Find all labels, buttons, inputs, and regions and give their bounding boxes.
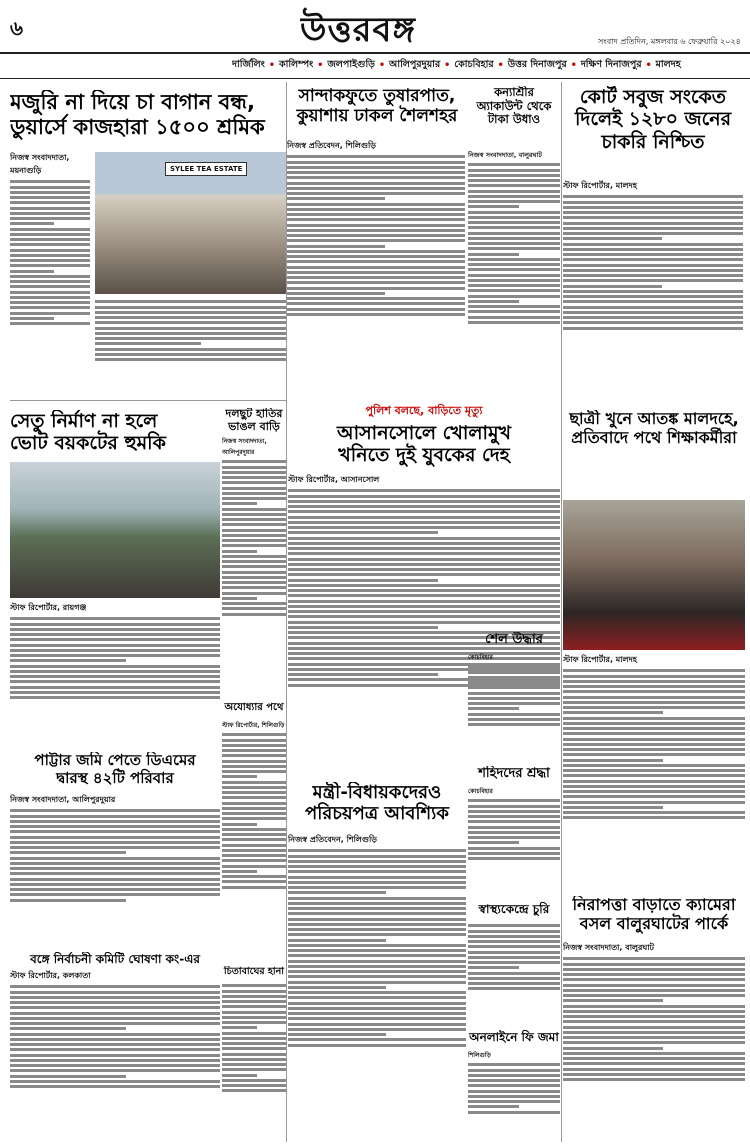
bridge-body <box>10 617 220 699</box>
tea-byline: নিজস্ব সংবাদদাতা, ময়নাগুড়ি <box>10 153 70 175</box>
nav-item[interactable]: কালিম্পং <box>278 58 314 70</box>
camera-byline: নিজস্ব সংবাদদাতা, বালুরঘাট <box>563 943 655 952</box>
online-headline: অনলাইনে ফি জমা <box>469 1030 559 1044</box>
nav-item[interactable]: কোচবিহার <box>454 58 494 70</box>
court-headline: কোর্ট সবুজ সংকেত দিলেই ১২৮০ জনের চাকরি নিশ্চিত <box>574 86 732 153</box>
minister-body <box>288 849 466 1046</box>
online-text <box>468 1050 560 1140</box>
court-text <box>563 180 743 390</box>
page-number: ৬ <box>10 16 24 40</box>
court-byline: স্টাফ রিপোর্টার, মালদহ <box>563 181 637 190</box>
camera-headline: নিরাপত্তা বাড়াতে ক্যামেরা বসল বালুরঘাটের পার্কে <box>572 896 736 933</box>
minister-headline: মন্ত্রী-বিধায়কদেরও পরিচয়পত্র আবশ্যিক <box>305 782 449 825</box>
snow-headline: সান্দাকফুতে তুষারপাত, কুয়াশায় ঢাকল শৈলশহর <box>296 86 458 127</box>
shell-body <box>468 665 560 726</box>
asansol-byline: স্টাফ রিপোর্টার, আসানসোল <box>288 475 380 484</box>
student-protest-photo <box>563 500 745 650</box>
patta-byline: নিজস্ব সংবাদদাতা, আলিপুরদুয়ার <box>10 795 116 804</box>
kanyashree-headline: কন্যাশ্রীর অ্যাকাউন্ট থেকে টাকা উধাও <box>476 86 552 127</box>
camera-body <box>563 957 745 1081</box>
district-nav: দার্জিলিং • কালিম্পং • জলপাইগুড়ি • আলিপুরদুয়ার • কোচবিহার • উত্তর দিনাজপুর • দক্ষিণ দিনাজপুর • মালদহ <box>232 58 681 71</box>
shell-text <box>468 652 560 762</box>
kanyashree-byline: নিজস্ব সংবাদদাতা, বালুরঘাট <box>468 151 542 159</box>
tea-body <box>10 180 90 325</box>
court-body <box>563 195 743 329</box>
minister-byline: নিজস্ব প্রতিবেদন, শিলিগুড়ি <box>288 835 377 844</box>
elephant-body <box>222 460 286 615</box>
health-headline: স্বাস্থ্যকেন্দ্রে চুরি <box>478 902 550 916</box>
committee-byline: স্টাফ রিপোর্টার, কলকাতা <box>10 971 91 980</box>
shell-byline: কোচবিহার <box>468 654 493 661</box>
ayodhya-text <box>222 720 286 960</box>
estate-sign: SYLEE TEA ESTATE <box>165 162 247 176</box>
elephant-text <box>222 436 286 686</box>
camera-text <box>563 942 745 1140</box>
online-byline: শিলিগুড়ি <box>468 1052 491 1059</box>
bridge-byline: স্টাফ রিপোর্টার, রায়গঞ্জ <box>10 603 87 612</box>
committee-headline: বঙ্গে নির্বাচনী কমিটি ঘোষণা কং-এর <box>30 952 200 966</box>
nav-item[interactable]: জলপাইগুড়ি <box>327 58 375 70</box>
patta-headline: পাট্টার জমি পেতে ডিএমের দ্বারস্থ ৪২টি পরিবার <box>34 752 196 787</box>
ayodhya-headline: অযোধ্যার পথে <box>224 702 284 713</box>
snow-text <box>287 140 465 392</box>
masthead-rule <box>0 52 750 54</box>
ayodhya-body <box>222 733 286 888</box>
tea-text-cols <box>95 298 287 394</box>
health-text <box>468 922 560 1024</box>
nav-rule <box>0 78 750 79</box>
student-body <box>563 669 745 819</box>
bridge-headline: সেতু নির্মাণ না হলে ভোট বয়কটের হুমকি <box>10 410 166 455</box>
cheetah-headline: চিতাবাঘের হানা <box>223 966 285 977</box>
nav-item[interactable]: দার্জিলিং <box>232 58 265 70</box>
nav-item[interactable]: উত্তর দিনাজপুর <box>507 58 567 70</box>
minister-text <box>288 834 466 1140</box>
asansol-headline: আসানসোলে খোলামুখ খনিতে দুই যুবকের দেহ <box>336 422 512 467</box>
nav-item[interactable]: দক্ষিণ দিনাজপুর <box>580 58 642 70</box>
bridge-protest-photo <box>10 462 220 598</box>
committee-text <box>10 970 220 1140</box>
section-title: উত্তরবঙ্গ <box>300 10 416 50</box>
kanyashree-body <box>468 163 560 324</box>
committee-body <box>10 985 220 1088</box>
student-byline: স্টাফ রিপোর্টার, মালদহ <box>563 655 637 664</box>
bridge-text <box>10 602 220 742</box>
police-kicker: পুলিশ বলছে, বাড়িতে মৃত্যু <box>365 404 483 417</box>
tea-body-2 <box>95 300 287 361</box>
column-rule <box>561 82 562 1142</box>
tea-headline: মজুরি না দিয়ে চা বাগান বন্ধ, ডুয়ার্সে কাজহারা ১৫০০ শ্রমিক <box>10 90 265 139</box>
cheetah-body <box>222 984 286 1092</box>
martyrs-byline: কোচবিহার <box>468 788 493 795</box>
shell-headline: শেল উদ্ধার <box>485 632 543 647</box>
patta-text <box>10 794 220 944</box>
divider <box>10 400 287 401</box>
elephant-headline: দলছুট হাতির ভাঙল বাড়ি <box>225 408 283 433</box>
patta-body <box>10 809 220 901</box>
health-body <box>468 924 560 990</box>
student-headline: ছাত্রী খুনে আতঙ্ক মালদহে, প্রতিবাদে পথে শিক্ষাকর্মীরা <box>569 410 739 447</box>
nav-item[interactable]: মালদহ <box>655 58 681 70</box>
date-line: সংবাদ প্রতিদিন, মঙ্গলবার ৬ ফেব্রুয়ারি ২০২৪ <box>598 37 741 46</box>
ayodhya-byline: স্টাফ রিপোর্টার, শিলিগুড়ি <box>222 722 285 729</box>
tea-text-col <box>10 152 90 394</box>
online-body <box>468 1063 560 1113</box>
snow-byline: নিজস্ব প্রতিবেদন, শিলিগুড়ি <box>287 141 376 150</box>
martyrs-text <box>468 786 560 896</box>
elephant-byline: নিজস্ব সংবাদদাতা, আলিপুরদুয়ার <box>222 438 267 456</box>
nav-item[interactable]: আলিপুরদুয়ার <box>389 58 441 70</box>
snow-body <box>287 155 465 316</box>
martyrs-body <box>468 799 560 860</box>
martyrs-headline: শহিদদের শ্রদ্ধা <box>478 766 550 781</box>
tea-estate-photo <box>95 152 287 294</box>
student-text <box>563 654 745 889</box>
kanyashree-text <box>468 150 560 400</box>
cheetah-text <box>222 982 286 1140</box>
column-rule <box>286 82 287 1142</box>
